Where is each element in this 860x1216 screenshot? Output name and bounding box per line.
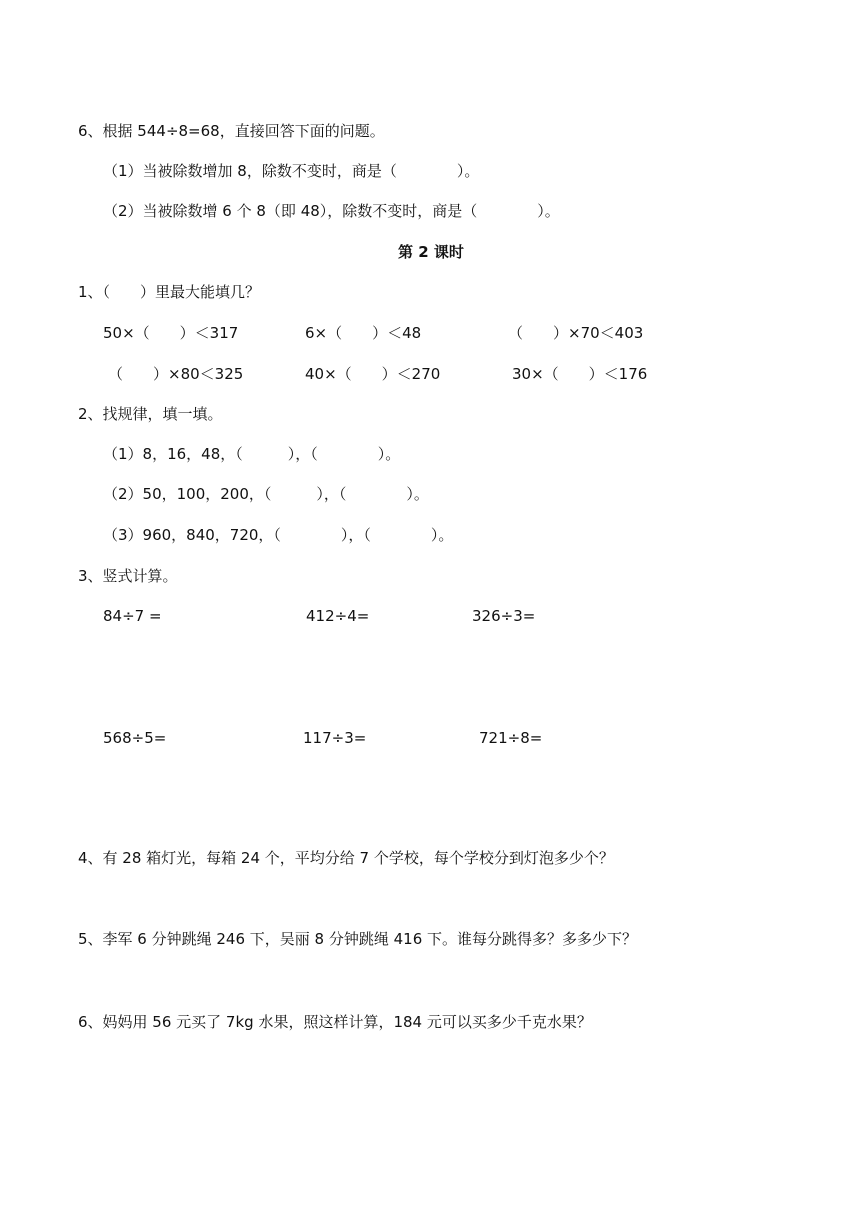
q2-sub2: （2）50，100，200，（ ），（ ）。 (103, 485, 429, 503)
q6-prev-sub2: （2）当被除数增 6 个 8（即 48），除数不变时，商是（ ）。 (103, 202, 560, 220)
q1-item: 30×（ ）＜176 (512, 365, 648, 383)
q3-title: 3、竖式计算。 (78, 567, 178, 585)
q1-item: 6×（ ）＜48 (305, 324, 422, 342)
q5-text: 5、李军 6 分钟跳绳 246 下，吴丽 8 分钟跳绳 416 下。谁每分跳得多？多多少下？ (78, 930, 638, 948)
q1-item: 40×（ ）＜270 (305, 365, 441, 383)
q3-item: 721÷8= (479, 729, 543, 747)
q1-item: 50×（ ）＜317 (103, 324, 239, 342)
q1-item: （ ）×80＜325 (108, 365, 244, 383)
q6-text: 6、妈妈用 56 元买了 7kg 水果，照这样计算，184 元可以买多少千克水果？ (78, 1013, 592, 1031)
q6-prev-title: 6、根据 544÷8=68，直接回答下面的问题。 (78, 122, 385, 140)
q2-sub3: （3）960，840，720，（ ），（ ）。 (103, 526, 454, 544)
q3-item: 84÷7 = (103, 607, 162, 625)
q3-item: 117÷3= (303, 729, 367, 747)
q6-prev-sub1: （1）当被除数增加 8，除数不变时，商是（ ）。 (103, 162, 480, 180)
q1-item: （ ）×70＜403 (508, 324, 644, 342)
q2-title: 2、找规律，填一填。 (78, 405, 223, 423)
q2-sub1: （1）8，16，48，（ ），（ ）。 (103, 445, 401, 463)
q4-text: 4、有 28 箱灯光，每箱 24 个，平均分给 7 个学校，每个学校分到灯泡多少个？ (78, 849, 614, 867)
q3-item: 568÷5= (103, 729, 167, 747)
q3-item: 326÷3= (472, 607, 536, 625)
q1-title: 1、（ ）里最大能填几？ (78, 283, 261, 301)
q3-item: 412÷4= (306, 607, 370, 625)
section-title: 第 2 课时 (398, 243, 464, 261)
